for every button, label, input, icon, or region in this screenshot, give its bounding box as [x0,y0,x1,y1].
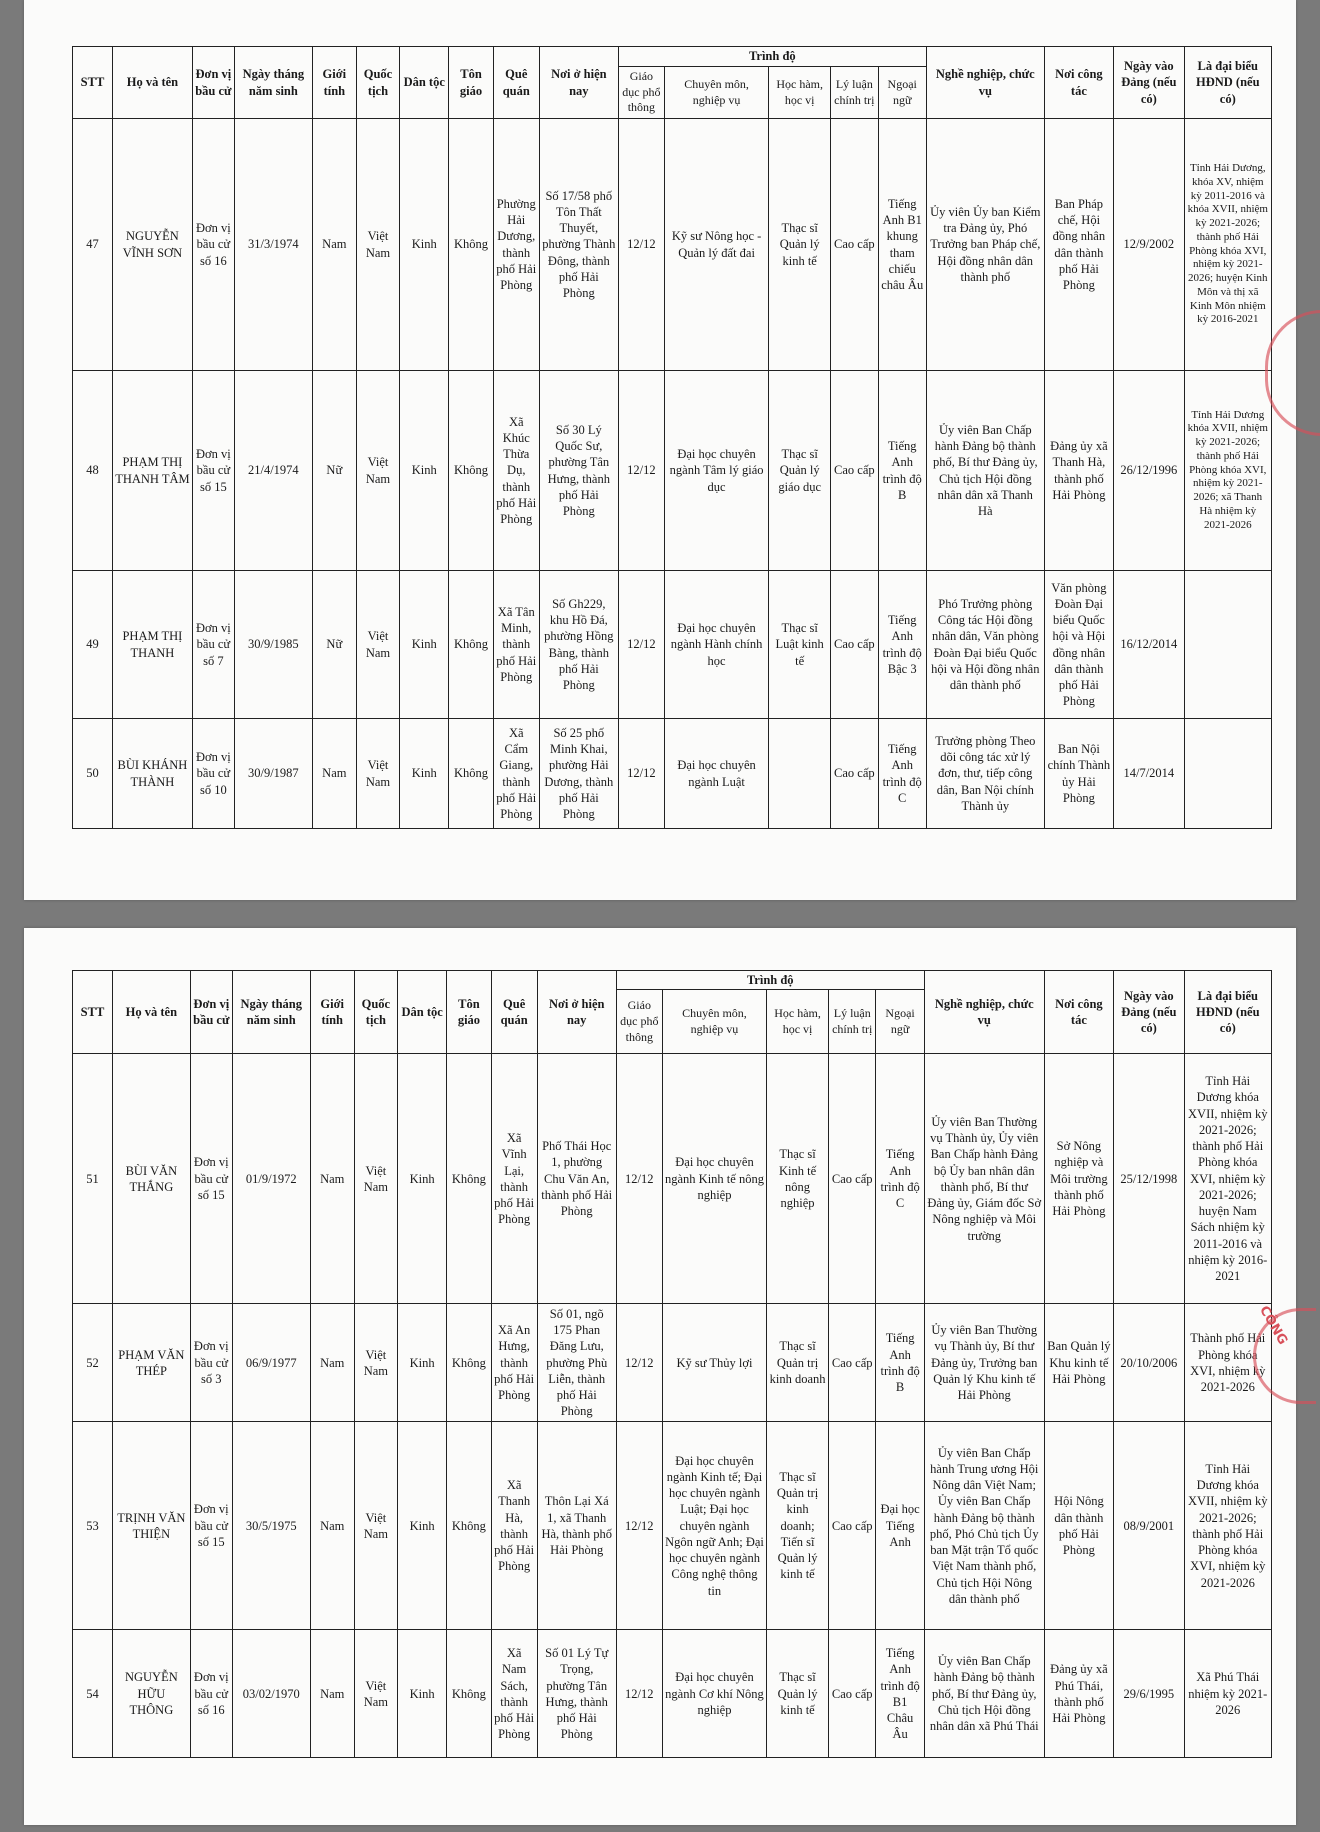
cell-stt: 53 [73,1422,113,1630]
table-row [73,1422,1272,1630]
cell-stt: 54 [73,1630,113,1758]
header-workplace: Nơi công tác [1044,47,1113,119]
header-religion: Tôn giáo [447,971,491,1054]
cell-hometown: Phường Hải Dương, thành phố Hải Phòng [493,119,539,371]
cell-occupation: Ủy viên Ban Thường vụ Thành ủy, Ủy viên Ban Chấp hành Đảng bộ Ủy ban nhân dân thành phố, Bí thư Đảng ủy, Giám đốc Sở Nông nghiệp và Môi trường [924,1054,1044,1304]
cell-specialty: Đại học chuyên ngành Cơ khí Nông nghiệp [662,1630,766,1758]
header-specialty: Chuyên môn, nghiệp vụ [662,990,766,1054]
cell-dob: 30/5/1975 [232,1422,310,1630]
cell-general-education: 12/12 [618,119,664,371]
cell-degree: Thạc sĩ Quản lý kinh tế [769,119,831,371]
cell-specialty: Kỹ sư Thủy lợi [662,1304,766,1422]
cell-residence: Phố Thái Học 1, phường Chu Văn An, thành phố Hải Phòng [537,1054,616,1304]
header-general-education: Giáo dục phổ thông [616,990,662,1054]
cell-delegate [1184,719,1271,829]
header-stt: STT [73,971,113,1054]
document-page-2 [24,928,1296,1825]
cell-nationality: Việt Nam [354,1054,397,1304]
cell-stt: 50 [73,719,113,829]
header-qualification: Trình độ [616,971,924,990]
cell-name: NGUYỄN VĨNH SƠN [112,119,192,371]
cell-unit: Đơn vị bầu cử số 16 [190,1630,232,1758]
cell-occupation: Phó Trưởng phòng Công tác Hội đồng nhân dân, Văn phòng Đoàn Đại biểu Quốc hội và Hội đồng nhân dân thành phố [926,571,1044,719]
cell-occupation: Ủy viên Ban Chấp hành Trung ương Hội Nông dân Việt Nam; Ủy viên Ban Chấp hành Đảng bộ thành phố, Phó Chủ tịch Ủy ban Mặt trận Tổ quốc Việt Nam thành phố, Chủ tịch Hội Nông dân thành phố [924,1422,1044,1630]
cell-general-education: 12/12 [616,1304,662,1422]
table-row [73,1304,1272,1422]
cell-general-education: 12/12 [618,571,664,719]
cell-ethnicity: Kinh [400,119,449,371]
cell-religion: Không [447,1630,491,1758]
cell-residence: Số 30 Lý Quốc Sư, phường Tân Hưng, thành phố Hải Phòng [539,371,618,571]
header-foreign-language: Ngoại ngữ [876,990,924,1054]
cell-name: BÙI VĂN THẮNG [112,1054,190,1304]
table-row [73,371,1272,571]
header-nationality: Quốc tịch [354,971,397,1054]
cell-stt: 47 [73,119,113,371]
cell-nationality: Việt Nam [356,119,399,371]
cell-religion: Không [449,371,493,571]
cell-unit: Đơn vị bầu cử số 15 [190,1054,232,1304]
cell-nationality: Việt Nam [354,1630,397,1758]
cell-dob: 03/02/1970 [232,1630,310,1758]
cell-ethnicity: Kinh [400,371,449,571]
cell-religion: Không [447,1422,491,1630]
cell-hometown: Xã Cẩm Giang, thành phố Hải Phòng [493,719,539,829]
cell-residence: Số 25 phố Minh Khai, phường Hải Dương, thành phố Hải Phòng [539,719,618,829]
cell-hometown: Xã Vĩnh Lại, thành phố Hải Phòng [491,1054,537,1304]
cell-political-theory: Cao cấp [831,371,878,571]
cell-workplace: Đảng ủy xã Thanh Hà, thành phố Hải Phòng [1044,371,1113,571]
cell-party-date: 20/10/2006 [1114,1304,1184,1422]
header-hometown: Quê quán [493,47,539,119]
cell-general-education: 12/12 [616,1630,662,1758]
cell-degree: Thạc sĩ Luật kinh tế [769,571,831,719]
header-name: Họ và tên [112,47,192,119]
cell-name: PHẠM THỊ THANH [112,571,192,719]
header-nationality: Quốc tịch [356,47,399,119]
cell-religion: Không [447,1304,491,1422]
cell-nationality: Việt Nam [356,571,399,719]
header-degree: Học hàm, học vị [769,67,831,119]
cell-unit: Đơn vị bầu cử số 10 [192,719,234,829]
cell-ethnicity: Kinh [397,1054,446,1304]
table-row [73,1630,1272,1758]
cell-ethnicity: Kinh [400,719,449,829]
header-foreign-language: Ngoại ngữ [878,67,926,119]
cell-party-date: 16/12/2014 [1114,571,1184,719]
cell-foreign-language: Tiếng Anh B1 khung tham chiếu châu Âu [878,119,926,371]
cell-hometown: Xã An Hưng, thành phố Hải Phòng [491,1304,537,1422]
cell-ethnicity: Kinh [397,1304,446,1422]
cell-stt: 51 [73,1054,113,1304]
cell-dob: 06/9/1977 [232,1304,310,1422]
cell-gender: Nam [310,1422,354,1630]
cell-ethnicity: Kinh [397,1630,446,1758]
red-seal-stamp [1265,310,1320,436]
table-row [73,719,1272,829]
cell-party-date: 14/7/2014 [1114,719,1184,829]
cell-unit: Đơn vị bầu cử số 15 [190,1422,232,1630]
cell-gender: Nam [312,719,356,829]
cell-workplace: Ban Quản lý Khu kinh tế Hải Phòng [1044,1304,1113,1422]
table-row [73,571,1272,719]
header-stt: STT [73,47,113,119]
cell-religion: Không [449,119,493,371]
cell-name: BÙI KHÁNH THÀNH [112,719,192,829]
cell-party-date: 26/12/1996 [1114,371,1184,571]
cell-delegate: Xã Phú Thái nhiệm kỳ 2021-2026 [1184,1630,1271,1758]
header-occupation: Nghề nghiệp, chức vụ [924,971,1044,1054]
cell-stt: 49 [73,571,113,719]
cell-political-theory: Cao cấp [831,719,878,829]
cell-workplace: Ban Pháp chế, Hội đồng nhân dân thành phố Hải Phòng [1044,119,1113,371]
cell-dob: 01/9/1972 [232,1054,310,1304]
cell-political-theory: Cao cấp [829,1304,876,1422]
cell-degree: Thạc sĩ Quản trị kinh doanh; Tiến sĩ Quản lý kinh tế [767,1422,829,1630]
cell-gender: Nữ [312,371,356,571]
cell-occupation: Ủy viên Ban Thường vụ Thành ủy, Bí thư Đảng ủy, Trưởng ban Quản lý Khu kinh tế Hải Phòng [924,1304,1044,1422]
cell-foreign-language: Tiếng Anh trình độ C [876,1054,924,1304]
cell-foreign-language: Tiếng Anh trình độ B1 Châu Âu [876,1630,924,1758]
header-degree: Học hàm, học vị [767,990,829,1054]
cell-degree [769,719,831,829]
header-unit: Đơn vị bầu cử [192,47,234,119]
cell-political-theory: Cao cấp [831,119,878,371]
cell-name: TRỊNH VĂN THIỆN [112,1422,190,1630]
cell-ethnicity: Kinh [397,1422,446,1630]
cell-unit: Đơn vị bầu cử số 7 [192,571,234,719]
cell-unit: Đơn vị bầu cử số 3 [190,1304,232,1422]
cell-workplace: Sở Nông nghiệp và Môi trường thành phố Hải Phòng [1044,1054,1113,1304]
cell-occupation: Ủy viên Ủy ban Kiểm tra Đảng ủy, Phó Trưởng ban Pháp chế, Hội đồng nhân dân thành phố [926,119,1044,371]
cell-gender: Nam [310,1630,354,1758]
cell-general-education: 12/12 [618,371,664,571]
cell-dob: 30/9/1987 [234,719,312,829]
cell-party-date: 25/12/1998 [1114,1054,1184,1304]
cell-foreign-language: Tiếng Anh trình độ B [876,1304,924,1422]
cell-foreign-language: Tiếng Anh trình độ C [878,719,926,829]
cell-delegate: Thành phố Hải Phòng khóa XVI, nhiệm kỳ 2021-2026 [1184,1304,1271,1422]
cell-nationality: Việt Nam [356,371,399,571]
cell-residence: Số 17/58 phố Tôn Thất Thuyết, phường Thành Đông, thành phố Hải Phòng [539,119,618,371]
cell-party-date: 12/9/2002 [1114,119,1184,371]
cell-foreign-language: Tiếng Anh trình độ B [878,371,926,571]
header-dob: Ngày tháng năm sinh [234,47,312,119]
cell-residence: Thôn Lại Xá 1, xã Thanh Hà, thành phố Hải Phòng [537,1422,616,1630]
cell-general-education: 12/12 [616,1422,662,1630]
header-ethnicity: Dân tộc [397,971,446,1054]
candidate-table [72,970,1272,1758]
cell-political-theory: Cao cấp [831,571,878,719]
cell-general-education: 12/12 [618,719,664,829]
header-unit: Đơn vị bầu cử [190,971,232,1054]
document-page-1 [24,0,1296,900]
header-party-date: Ngày vào Đảng (nếu có) [1114,971,1184,1054]
cell-occupation: Trưởng phòng Theo dõi công tác xử lý đơn, thư, tiếp công dân, Ban Nội chính Thành ủy [926,719,1044,829]
cell-religion: Không [449,571,493,719]
cell-delegate: Tỉnh Hải Dương khóa XVII, nhiệm kỳ 2021-2026; thành phố Hải Phòng khóa XVI, nhiệm kỳ 2021-2026; huyện Nam Sách nhiệm kỳ 2011-2016 và nhiệm kỳ 2016-2021 [1184,1054,1271,1304]
cell-workplace: Hội Nông dân thành phố Hải Phòng [1044,1422,1113,1630]
cell-stt: 48 [73,371,113,571]
cell-nationality: Việt Nam [356,719,399,829]
header-hometown: Quê quán [491,971,537,1054]
header-party-date: Ngày vào Đảng (nếu có) [1114,47,1184,119]
cell-gender: Nam [310,1054,354,1304]
cell-specialty: Đại học chuyên ngành Kinh tế nông nghiệp [662,1054,766,1304]
cell-workplace: Đảng ủy xã Phú Thái, thành phố Hải Phòng [1044,1630,1113,1758]
cell-political-theory: Cao cấp [829,1054,876,1304]
header-delegate: Là đại biểu HĐND (nếu có) [1184,47,1271,119]
cell-gender: Nam [310,1304,354,1422]
cell-degree: Thạc sĩ Quản lý kinh tế [767,1630,829,1758]
header-workplace: Nơi công tác [1044,971,1113,1054]
seal-text: CÔNG [1255,1303,1290,1348]
cell-ethnicity: Kinh [400,571,449,719]
cell-occupation: Ủy viên Ban Chấp hành Đảng bộ thành phố, Bí thư Đảng ủy, Chủ tịch Hội đồng nhân dân xã Thanh Hà [926,371,1044,571]
header-occupation: Nghề nghiệp, chức vụ [926,47,1044,119]
cell-foreign-language: Đại học Tiếng Anh [876,1422,924,1630]
header-political-theory: Lý luận chính trị [829,990,876,1054]
cell-hometown: Xã Nam Sách, thành phố Hải Phòng [491,1630,537,1758]
cell-occupation: Ủy viên Ban Chấp hành Đảng bộ thành phố, Bí thư Đảng ủy, Chủ tịch Hội đồng nhân dân xã Phú Thái [924,1630,1044,1758]
cell-specialty: Đại học chuyên ngành Hành chính học [665,571,769,719]
header-gender: Giới tính [310,971,354,1054]
header-residence: Nơi ở hiện nay [537,971,616,1054]
cell-gender: Nữ [312,571,356,719]
cell-unit: Đơn vị bầu cử số 15 [192,371,234,571]
cell-party-date: 29/6/1995 [1114,1630,1184,1758]
cell-nationality: Việt Nam [354,1304,397,1422]
cell-hometown: Xã Tân Minh, thành phố Hải Phòng [493,571,539,719]
cell-workplace: Văn phòng Đoàn Đại biểu Quốc hội và Hội đồng nhân dân thành phố Hải Phòng [1044,571,1113,719]
cell-specialty: Đại học chuyên ngành Luật [665,719,769,829]
header-general-education: Giáo dục phổ thông [618,67,664,119]
cell-foreign-language: Tiếng Anh trình độ Bậc 3 [878,571,926,719]
cell-degree: Thạc sĩ Kinh tế nông nghiệp [767,1054,829,1304]
cell-religion: Không [447,1054,491,1304]
cell-party-date: 08/9/2001 [1114,1422,1184,1630]
cell-stt: 52 [73,1304,113,1422]
header-residence: Nơi ở hiện nay [539,47,618,119]
cell-dob: 30/9/1985 [234,571,312,719]
cell-residence: Số 01 Lý Tự Trọng, phường Tân Hưng, thành phố Hải Phòng [537,1630,616,1758]
cell-gender: Nam [312,119,356,371]
header-religion: Tôn giáo [449,47,493,119]
cell-nationality: Việt Nam [354,1422,397,1630]
cell-name: PHẠM THỊ THANH TÂM [112,371,192,571]
cell-hometown: Xã Khúc Thừa Dụ, thành phố Hải Phòng [493,371,539,571]
cell-dob: 31/3/1974 [234,119,312,371]
cell-delegate: Tỉnh Hải Dương khóa XVII, nhiệm kỳ 2021-2026; thành phố Hải Phòng khóa XVI, nhiệm kỳ 2021-2026; xã Thanh Hà nhiệm kỳ 2021-2026 [1184,371,1271,571]
cell-name: NGUYỄN HỮU THÔNG [112,1630,190,1758]
cell-name: PHẠM VĂN THÉP [112,1304,190,1422]
cell-political-theory: Cao cấp [829,1630,876,1758]
cell-specialty: Đại học chuyên ngành Tâm lý giáo dục [665,371,769,571]
header-specialty: Chuyên môn, nghiệp vụ [665,67,769,119]
cell-political-theory: Cao cấp [829,1422,876,1630]
cell-degree: Thạc sĩ Quản lý giáo dục [769,371,831,571]
header-qualification: Trình độ [618,47,926,67]
cell-hometown: Xã Thanh Hà, thành phố Hải Phòng [491,1422,537,1630]
cell-delegate: Tỉnh Hải Dương, khóa XV, nhiệm kỳ 2011-2016 và khóa XVII, nhiệm kỳ 2021-2026; thành phố Hải Phòng khóa XVI, nhiệm kỳ 2021-2026; huyện Kinh Môn và thị xã Kinh Môn nhiệm kỳ 2016-2021 [1184,119,1271,371]
header-name: Họ và tên [112,971,190,1054]
header-ethnicity: Dân tộc [400,47,449,119]
cell-specialty: Đại học chuyên ngành Kinh tế; Đại học chuyên ngành Luật; Đại học chuyên ngành Ngôn ngữ Anh; Đại học chuyên ngành Công nghệ thông tin [662,1422,766,1630]
cell-dob: 21/4/1974 [234,371,312,571]
cell-delegate: Tỉnh Hải Dương khóa XVII, nhiệm kỳ 2021-2026; thành phố Hải Phòng khóa XVI, nhiệm kỳ 2021-2026 [1184,1422,1271,1630]
header-dob: Ngày tháng năm sinh [232,971,310,1054]
candidate-table [72,46,1272,829]
cell-general-education: 12/12 [616,1054,662,1304]
cell-specialty: Kỹ sư Nông học - Quản lý đất đai [665,119,769,371]
cell-residence: Số 01, ngõ 175 Phan Đăng Lưu, phường Phù Liễn, thành phố Hải Phòng [537,1304,616,1422]
header-political-theory: Lý luận chính trị [831,67,878,119]
cell-degree: Thạc sĩ Quản trị kinh doanh [767,1304,829,1422]
cell-unit: Đơn vị bầu cử số 16 [192,119,234,371]
table-row [73,119,1272,371]
cell-residence: Số Gh229, khu Hồ Đá, phường Hồng Bàng, thành phố Hải Phòng [539,571,618,719]
table-row [73,1054,1272,1304]
header-delegate: Là đại biểu HĐND (nếu có) [1184,971,1271,1054]
cell-religion: Không [449,719,493,829]
header-gender: Giới tính [312,47,356,119]
cell-delegate [1184,571,1271,719]
cell-workplace: Ban Nội chính Thành ủy Hải Phòng [1044,719,1113,829]
